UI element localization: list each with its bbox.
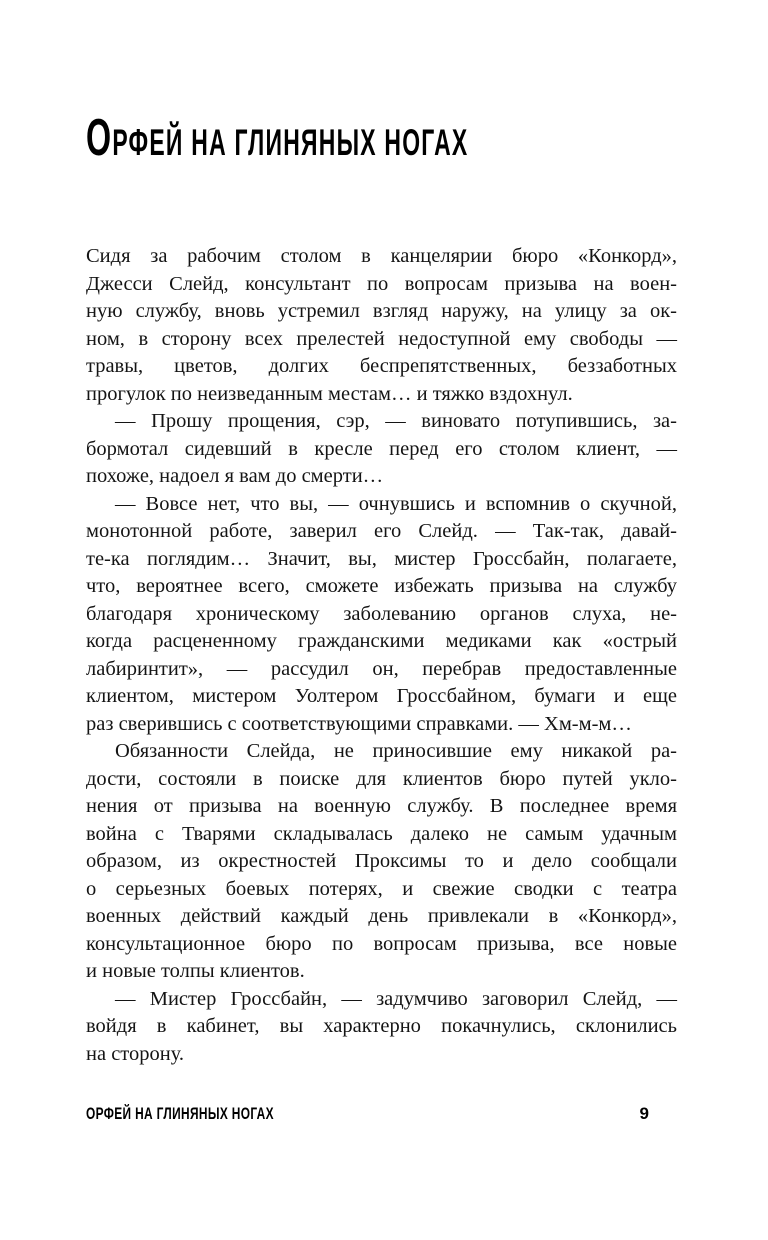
text-line: ном, в сторону всех прелестей недоступной ему свободы —	[86, 327, 677, 350]
chapter-title	[86, 109, 703, 177]
chapter-title-rest: РФЕЙ НА ГЛИНЯНЫХ НОГАХ	[112, 122, 469, 163]
text-line: — Вовсе нет, что вы, — очнувшись и вспомнив о скучной,	[115, 492, 677, 515]
text-line: образом, из окрестностей Проксимы то и дело сообщали	[86, 850, 677, 872]
text-line: когда расцененному гражданскими медиками как «острый	[86, 630, 677, 652]
text-line: о серьезных боевых потерях, и свежие сводки с театра	[86, 877, 677, 900]
text-line: травы, цветов, долгих беспрепятственных, беззаботных	[86, 355, 677, 377]
text-line: бормотал сидевший в кресле перед его столом клиент, —	[86, 437, 677, 460]
chapter-title-initial: О	[86, 109, 113, 167]
text-line: война с Тварями складывалась далеко не самым удачным	[86, 822, 677, 845]
text-line: раз сверившись с соответствующими справками. — Хм-м-м…	[86, 712, 632, 735]
text-line: консультационное бюро по вопросам призыва, все новые	[86, 932, 677, 955]
text-line: похоже, надоел я вам до смерти…	[86, 465, 384, 487]
running-title	[86, 1104, 354, 1124]
text-line: ную службу, вновь устремил взгляд наружу, на улицу за ок-	[86, 300, 677, 322]
text-line: военных действий каждый день привлекали в «Конкорд»,	[86, 905, 677, 927]
text-line: монотонной работе, заверил его Слейд. — Так-так, давай-	[86, 520, 677, 542]
text-line: что, вероятнее всего, сможете избежать призыва на службу	[86, 575, 677, 597]
running-title-text: ОРФЕЙ НА ГЛИНЯНЫХ НОГАХ	[86, 1104, 274, 1123]
text-line: — Мистер Гроссбайн, — задумчиво заговорил Слейд, —	[115, 987, 677, 1010]
footer	[86, 1104, 649, 1124]
text-line: и новые толпы клиентов.	[86, 960, 305, 982]
text-line: лабиринтит», — рассудил он, перебрав предоставленные	[86, 657, 677, 680]
text-line: на сторону.	[86, 1042, 185, 1065]
chapter-title-text	[86, 109, 469, 177]
text-line: Джесси Слейд, консультант по вопросам призыва на воен-	[86, 272, 677, 295]
text-line: Обязанности Слейда, не приносившие ему никакой ра-	[115, 740, 677, 762]
text-line: прогулок по неизведанным местам… и тяжко вздохнул.	[86, 382, 573, 405]
text-line: дости, состояли в поиске для клиентов бюро путей укло-	[86, 767, 677, 790]
text-line: благодаря хроническому заболеванию органов слуха, не-	[86, 602, 677, 625]
page-number: 9	[639, 1104, 649, 1123]
body-text	[86, 243, 677, 1068]
text-line: те-ка поглядим… Значит, вы, мистер Гроссбайн, полагаете,	[86, 547, 677, 570]
text-line: клиентом, мистером Уолтером Гроссбайном, бумаги и еще	[86, 685, 677, 707]
text-line: — Прошу прощения, сэр, — виновато потупившись, за-	[115, 410, 677, 432]
text-line: Сидя за рабочим столом в канцелярии бюро «Конкорд»,	[86, 245, 677, 267]
text-line: войдя в кабинет, вы характерно покачнулись, склонились	[86, 1015, 677, 1037]
text-line: нения от призыва на военную службу. В последнее время	[86, 795, 677, 817]
